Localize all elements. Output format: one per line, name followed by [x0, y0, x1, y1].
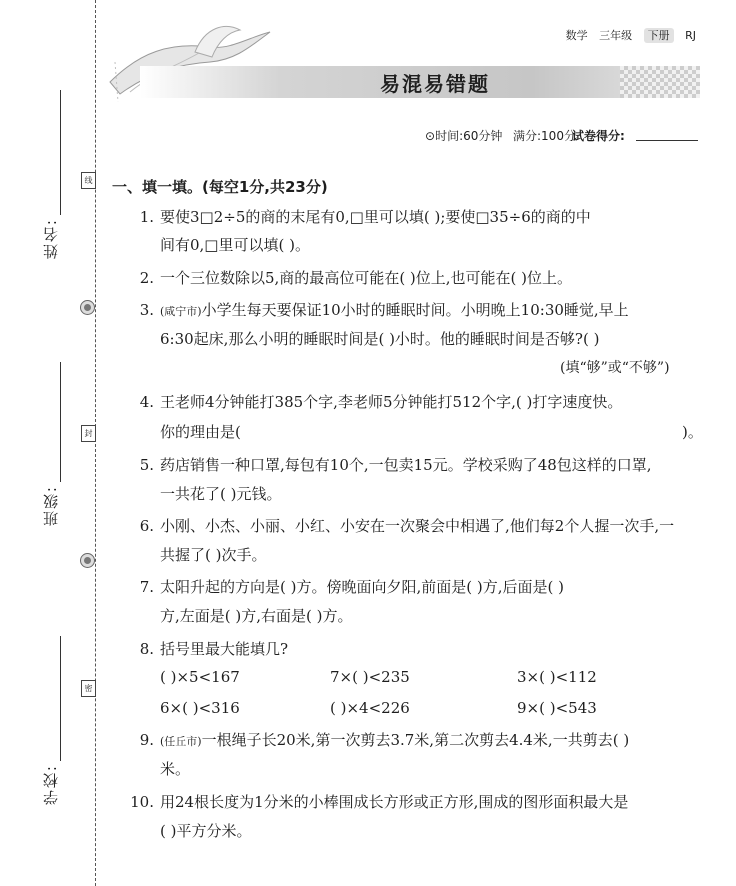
question-number: 2. [139, 269, 154, 287]
q8-item: ( )×5<167 [160, 668, 240, 686]
question-text: ( )平方分米。 [160, 822, 252, 840]
class-underline [60, 362, 61, 482]
time-limit: 时间:60分钟 [435, 129, 503, 143]
question-text: 王老师4分钟能打385个字,李老师5分钟能打512个字,( )打字速度快。 [160, 393, 623, 411]
edition-tag: RJ [685, 29, 696, 42]
time-info [425, 127, 502, 144]
seal-mark: 封 [81, 425, 96, 442]
question-2 [128, 264, 572, 292]
question-number: 9. [139, 731, 154, 749]
question-text: 括号里最大能填几? [160, 640, 289, 658]
question-5 [128, 451, 652, 479]
score-label: 试卷得分: [572, 129, 625, 143]
question-text: 一个三位数除以5,商的最高位可能在( )位上,也可能在( )位上。 [160, 269, 573, 287]
question-9 [128, 726, 629, 756]
question-6 [128, 512, 674, 540]
question-text: 你的理由是( [160, 423, 241, 441]
clock-icon: ⊙ [425, 129, 436, 143]
answer-hint: (填“够”或“不够”) [560, 360, 670, 376]
question-text: 太阳升起的方向是( )方。傍晚面向夕阳,前面是( )方,后面是( ) [160, 578, 564, 596]
question-text: )。 [682, 423, 703, 441]
question-3 [128, 296, 629, 326]
seal-mark: 线 [81, 172, 96, 189]
cut-line [95, 0, 96, 886]
school-underline [60, 636, 61, 761]
question-text: 要使3□2÷5的商的末尾有0,□里可以填( );要使□35÷6的商的中 [160, 208, 591, 226]
question-text: 米。 [160, 760, 191, 778]
question-number: 10. [130, 793, 154, 811]
question-text: 间有0,□里可以填( )。 [160, 236, 310, 254]
q8-item: 7×( )<235 [330, 668, 410, 686]
q8-item: ( )×4<226 [330, 699, 410, 717]
grade-tag: 三年级 [599, 29, 633, 42]
checker-pattern [620, 66, 700, 98]
school-label: 学校: [42, 764, 60, 806]
question-number: 7. [139, 578, 154, 596]
question-number: 4. [139, 393, 154, 411]
question-4 [128, 388, 622, 416]
name-underline [60, 90, 61, 215]
question-number: 6. [139, 517, 154, 535]
question-text: 一根绳子长20米,第一次剪去3.7米,第二次剪去4.4米,一共剪去( ) [201, 731, 630, 749]
seal-mark: 密 [81, 680, 96, 697]
punch-hole-icon [80, 553, 95, 568]
q8-item: 3×( )<112 [517, 668, 597, 686]
question-text: 小学生每天要保证10小时的睡眠时间。小明晚上10:30睡觉,早上 [201, 301, 629, 319]
full-score: 满分:100分 [513, 129, 576, 143]
question-7 [128, 573, 564, 601]
question-number: 3. [139, 301, 154, 319]
question-10 [128, 788, 628, 816]
question-text: 小刚、小杰、小丽、小红、小安在一次聚会中相遇了,他们每2个人握一次手,一 [160, 517, 675, 535]
score-input-line[interactable] [636, 140, 698, 141]
question-text: 共握了( )次手。 [160, 546, 267, 564]
source-tag: (咸宁市) [160, 305, 202, 318]
source-tag: (任丘市) [160, 735, 202, 748]
question-text: 用24根长度为1分米的小棒围成长方形或正方形,围成的图形面积最大是 [160, 793, 629, 811]
question-text: 6:30起床,那么小明的睡眠时间是( )小时。他的睡眠时间是否够?( ) [160, 330, 600, 348]
question-text: 一共花了( )元钱。 [160, 485, 282, 503]
question-number: 1. [139, 208, 154, 226]
question-number: 8. [139, 640, 154, 658]
subject-tags [558, 27, 696, 43]
class-label: 班级: [42, 485, 60, 527]
page-title: 易混易错题 [380, 72, 490, 96]
q8-item: 6×( )<316 [160, 699, 240, 717]
name-label: 姓名: [42, 218, 60, 260]
subject-tag: 数学 [565, 29, 588, 42]
q8-item: 9×( )<543 [517, 699, 597, 717]
question-number: 5. [139, 456, 154, 474]
section-title: 一、填一填。(每空1分,共23分) [112, 178, 328, 196]
question-8 [128, 635, 288, 663]
question-1 [128, 203, 591, 231]
volume-tag: 下册 [644, 28, 674, 43]
question-text: 方,左面是( )方,右面是( )方。 [160, 607, 353, 625]
punch-hole-icon [80, 300, 95, 315]
question-text: 药店销售一种口罩,每包有10个,一包卖15元。学校采购了48包这样的口罩, [160, 456, 652, 474]
